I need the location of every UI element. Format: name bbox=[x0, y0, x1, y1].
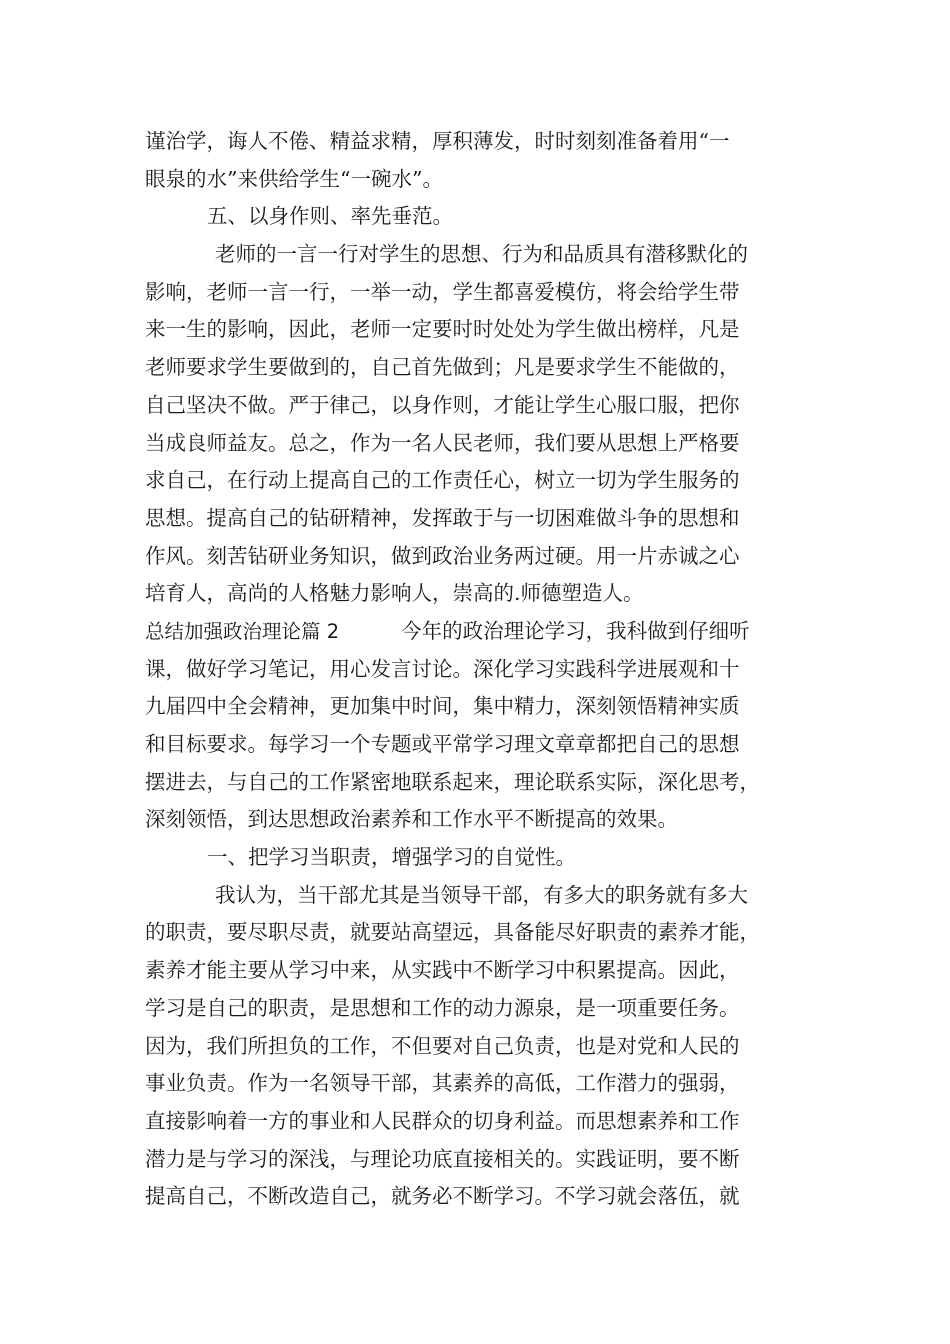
text-line: 谨治学，诲人不倦、精益求精，厚积薄发，时时刻刻准备着用“一 bbox=[145, 129, 730, 153]
text-line: 影响，老师一言一行，一举一动，学生都喜爱模仿，将会给学生带 bbox=[145, 279, 740, 304]
document-body bbox=[145, 123, 815, 1216]
paragraph-first-line: 我认为，当干部尤其是当领导干部，有多大的职务就有多大 bbox=[215, 882, 748, 907]
text-line: 老师要求学生要做到的，自己首先做到；凡是要求学生不能做的， bbox=[145, 355, 740, 380]
text-line: 直接影响着一方的事业和人民群众的切身利益。而思想素养和工作 bbox=[145, 1108, 740, 1133]
text-line: 的职责，要尽职尽责，就要站高望远，具备能尽好职责的素养才能， bbox=[145, 920, 760, 945]
section-heading-line bbox=[145, 613, 815, 651]
text-line: 因为，我们所担负的工作，不但要对自己负责，也是对党和人民的 bbox=[145, 1033, 740, 1058]
text-line: 来一生的影响，因此，老师一定要时时处处为学生做出榜样，凡是 bbox=[145, 317, 740, 342]
text-line: 和目标要求。每学习一个专题或平常学习理文章章都把自己的思想 bbox=[145, 732, 740, 756]
text-line: 学习是自己的职责，是思想和工作的动力源泉，是一项重要任务。 bbox=[145, 995, 740, 1020]
text-line: 课，做好学习笔记，用心发言讨论。深化学习实践科学进展观和十 bbox=[145, 656, 740, 681]
section-subheading: 一、把学习当职责，增强学习的自觉性。 bbox=[207, 845, 576, 870]
text-line: 摆进去，与自己的工作紧密地联系起来，理论联系实际，深化思考， bbox=[145, 769, 760, 794]
text-line: 当成良师益友。总之，作为一名人民老师，我们要从思想上严格要 bbox=[145, 430, 740, 455]
text-line: 自己坚决不做。严于律己，以身作则，才能让学生心服口服，把你 bbox=[145, 392, 740, 417]
text-line: 深刻领悟，到达思想政治素养和工作水平不断提高的效果。 bbox=[145, 807, 678, 832]
text-line: 潜力是与学习的深浅，与理论功底直接相关的。实践证明，要不断 bbox=[145, 1146, 740, 1171]
paragraph-first-line: 今年的政治理论学习，我科做到仔细听 bbox=[401, 618, 750, 643]
text-line: 思想。提高自己的钻研精神，发挥敢于与一切困难做斗争的思想和 bbox=[145, 505, 740, 530]
section-subheading: 五、以身作则、率先垂范。 bbox=[207, 204, 453, 229]
text-line: 事业负责。作为一名领导干部，其素养的高低，工作潜力的强弱， bbox=[145, 1071, 740, 1096]
text-line: 培育人，高尚的人格魅力影响人，崇高的.师德塑造人。 bbox=[145, 581, 644, 606]
paragraph-first-line: 老师的一言一行对学生的思想、行为和品质具有潜移默化的 bbox=[215, 242, 748, 267]
text-line: 作风。刻苦钻研业务知识，做到政治业务两过硬。用一片赤诚之心 bbox=[145, 543, 740, 568]
text-line: 素养才能主要从学习中来，从实践中不断学习中积累提高。因此， bbox=[145, 958, 740, 983]
text-line: 眼泉的水”来供给学生“一碗水”。 bbox=[145, 166, 443, 191]
text-line: 九届四中全会精神，更加集中时间，集中精力，深刻领悟精神实质 bbox=[145, 694, 740, 719]
text-line: 提高自己，不断改造自己，就务必不断学习。不学习就会落伍，就 bbox=[145, 1184, 740, 1209]
section-heading: 总结加强政治理论篇 2 bbox=[145, 619, 340, 643]
text-line: 求自己，在行动上提高自己的工作责任心，树立一切为学生服务的 bbox=[145, 468, 740, 493]
